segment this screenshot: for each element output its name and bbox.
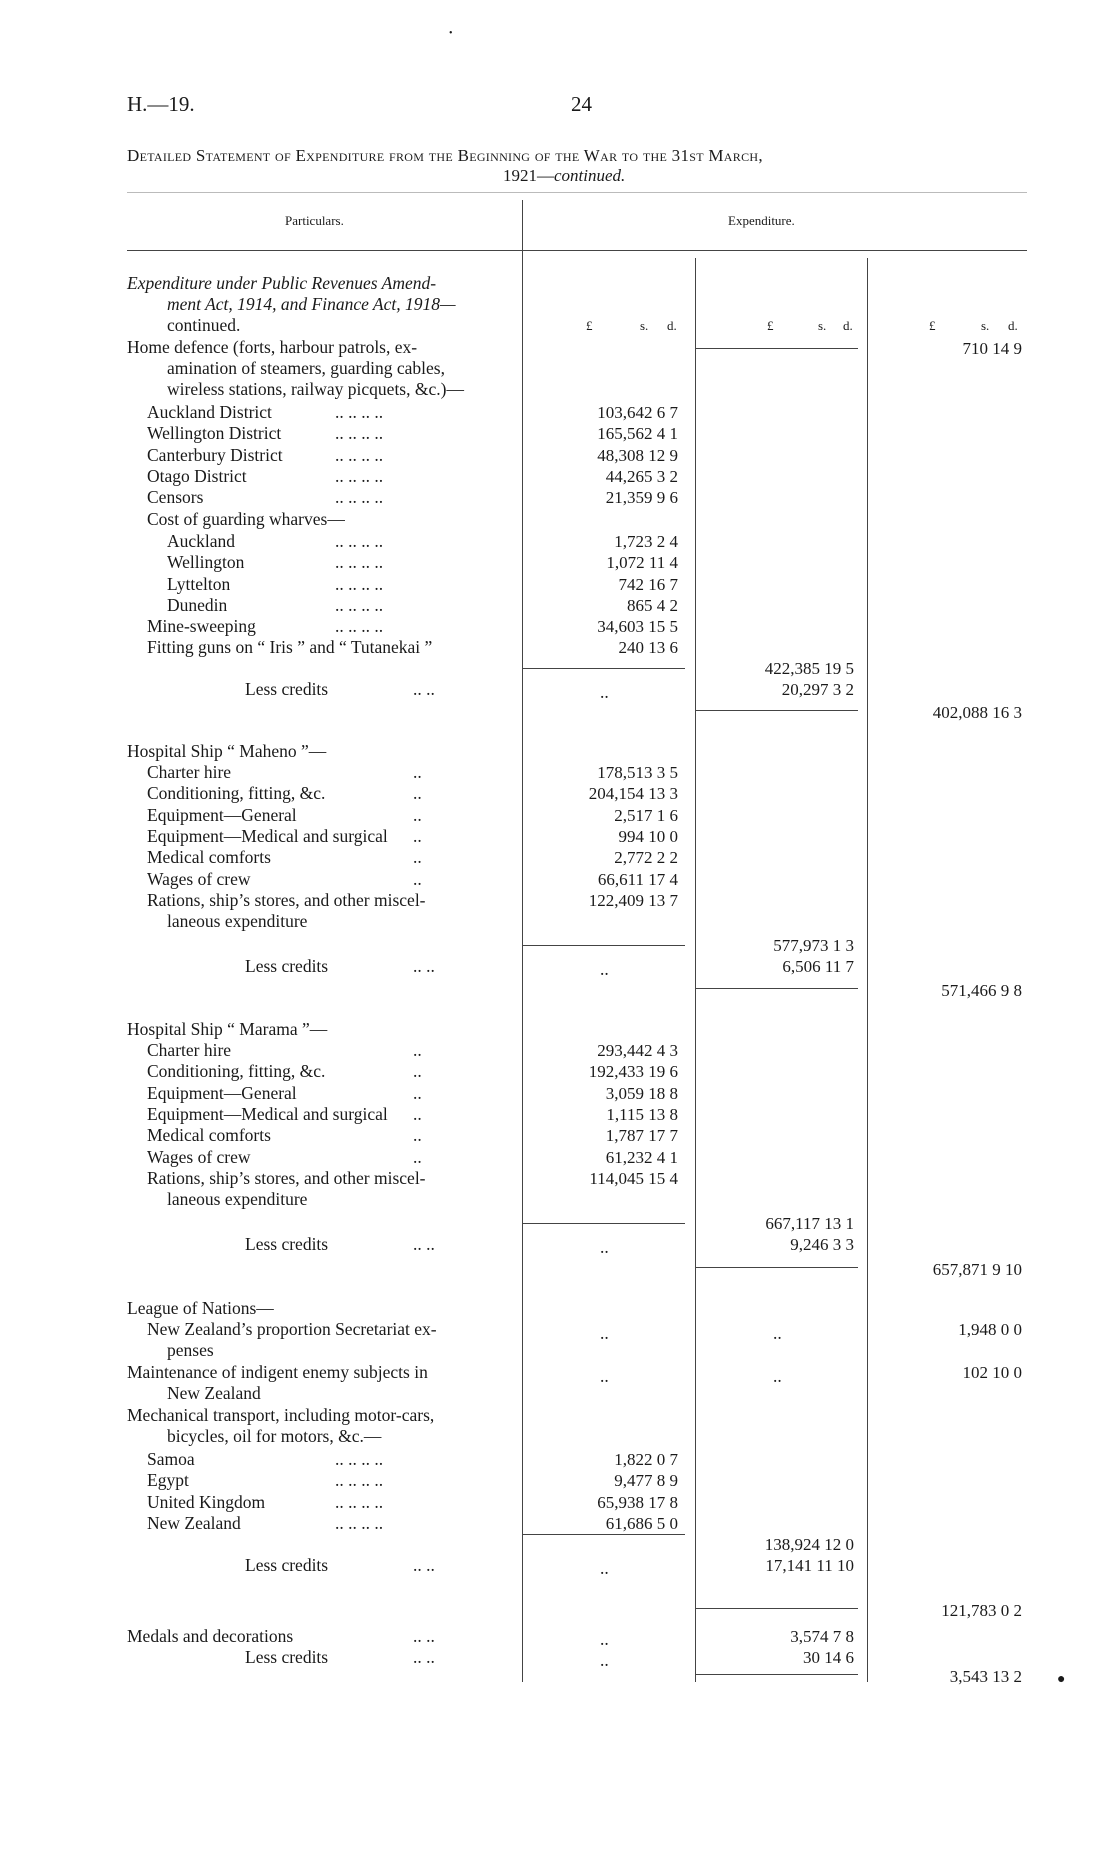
- maheno-item-dots: ..: [413, 762, 422, 782]
- transport-item-label: United Kingdom: [147, 1491, 266, 1512]
- league-line-2: penses: [167, 1340, 214, 1360]
- wharf-item-label: Dunedin: [167, 594, 228, 615]
- maheno-item-label: Wages of crew: [147, 868, 251, 889]
- marama-item-label: Equipment—Medical and surgical: [147, 1103, 388, 1124]
- maheno-item-dots: ..: [413, 868, 422, 889]
- maheno-item-value: 2,772 2 2: [614, 848, 678, 868]
- maheno-rations-cont: laneous expenditure: [167, 911, 308, 931]
- hd-item-dots: .. .. .. ..: [335, 487, 384, 508]
- maheno-item-label: Conditioning, fitting, &c.: [147, 783, 326, 804]
- wharf-item-dots: .. .. .. ..: [335, 531, 384, 551]
- hd-less-credits-dots: .. ..: [413, 679, 435, 699]
- pence-label-3: d.: [1008, 318, 1018, 333]
- transport-line-2: bicycles, oil for motors, &c.—: [167, 1426, 382, 1446]
- maheno-title: Hospital Ship “ Maheno ”—: [127, 741, 327, 761]
- marama-title: Hospital Ship “ Marama ”—: [127, 1019, 328, 1039]
- wharf-item-dots: .. .. .. ..: [335, 552, 384, 573]
- transport-subtotal: 138,924 12 0: [764, 1535, 854, 1554]
- maheno-net: 571,466 9 8: [941, 981, 1022, 1000]
- transport-less-credits-dots: .. ..: [413, 1555, 435, 1575]
- league-dots-2: ..: [773, 1323, 782, 1343]
- marama-item-label: Conditioning, fitting, &c.: [147, 1061, 326, 1082]
- pound-label-2: £: [767, 318, 774, 333]
- league-line-1: New Zealand’s proportion Secretariat ex-: [147, 1319, 437, 1339]
- indigent-dots-1: ..: [600, 1366, 609, 1386]
- pound-label-1: £: [586, 318, 593, 333]
- medals-credits-dots-col1: ..: [600, 1650, 609, 1670]
- transport-item-value: 1,822 0 7: [614, 1450, 678, 1469]
- maheno-credits-dots: ..: [600, 959, 609, 979]
- guns-value: 240 13 6: [618, 638, 678, 657]
- marama-item-value: 3,059 18 8: [605, 1083, 678, 1103]
- rule-marama-credits: [695, 1267, 858, 1268]
- maheno-item-label: Medical comforts: [147, 847, 271, 868]
- medals-less-credits-label: Less credits: [245, 1647, 329, 1667]
- column-divider-2: [695, 258, 696, 1682]
- marama-item-value: 293,442 4 3: [597, 1041, 678, 1060]
- rule-hd-credits: [695, 710, 858, 711]
- marama-item-dots: ..: [413, 1146, 422, 1167]
- maheno-subtotal: 577,973 1 3: [773, 936, 854, 955]
- shilling-label-3: s.: [981, 318, 990, 333]
- home-defence-line-2: amination of steamers, guarding cables,: [167, 358, 445, 378]
- marama-item-label: Rations, ship’s stores, and other miscel-: [147, 1167, 426, 1188]
- marama-subtotal: 667,117 13 1: [765, 1214, 854, 1233]
- hd-item-dots: .. .. .. ..: [335, 402, 384, 422]
- page-title: Detailed Statement of Expenditure from the Beginning of the War to the 31st March,: [127, 146, 763, 165]
- medals-value: 3,574 7 8: [790, 1627, 854, 1646]
- transport-item-dots: .. .. .. ..: [335, 1470, 384, 1491]
- rule-transport-items: [522, 1534, 685, 1535]
- hd-subtotal: 422,385 19 5: [764, 659, 854, 678]
- transport-credits: 17,141 11 10: [765, 1556, 854, 1575]
- medals-less-credits-dots: .. ..: [413, 1647, 435, 1667]
- guns-label: Fitting guns on “ Iris ” and “ Tutanekai ”: [147, 637, 433, 657]
- marama-item-value: 61,232 4 1: [605, 1147, 678, 1167]
- pence-label-2: d.: [843, 318, 853, 333]
- hd-net: 402,088 16 3: [932, 703, 1022, 722]
- transport-item-dots: .. .. .. ..: [335, 1512, 384, 1533]
- title-year: 1921—: [503, 166, 554, 185]
- hd-item-value: 165,562 4 1: [597, 424, 678, 444]
- maheno-item-value: 2,517 1 6: [614, 805, 678, 825]
- medals-dots-col1: ..: [600, 1629, 609, 1649]
- marama-rations-cont: laneous expenditure: [167, 1189, 308, 1209]
- rule-maheno-items: [522, 945, 685, 946]
- column-divider-1: [522, 200, 523, 1682]
- transport-line-1: Mechanical transport, including motor-cars,: [127, 1405, 435, 1425]
- hd-item-value: 103,642 6 7: [597, 403, 678, 422]
- column-header-particulars: Particulars.: [285, 213, 344, 228]
- transport-item-label: New Zealand: [147, 1512, 241, 1533]
- hd-item-label: Otago District: [147, 465, 247, 486]
- wharf-item-dots: .. .. .. ..: [335, 573, 384, 594]
- mine-label: Mine-sweeping: [147, 616, 256, 636]
- marama-credits-dots: ..: [600, 1237, 609, 1257]
- indigent-dots-2: ..: [773, 1366, 782, 1386]
- page-title-line2: [503, 166, 625, 186]
- maheno-item-value: 178,513 3 5: [597, 763, 678, 782]
- hd-item-label: Auckland District: [147, 402, 272, 422]
- maheno-item-label: Equipment—General: [147, 804, 297, 825]
- marama-item-label: Medical comforts: [147, 1125, 271, 1146]
- marama-item-dots: ..: [413, 1040, 422, 1060]
- medals-label: Medals and decorations: [127, 1626, 294, 1646]
- maheno-item-dots: ..: [413, 847, 422, 868]
- wharves-label: Cost of guarding wharves—: [147, 509, 345, 529]
- marama-credits: 9,246 3 3: [790, 1235, 854, 1254]
- indigent-line-1: Maintenance of indigent enemy subjects in: [127, 1362, 428, 1382]
- rule-maheno-credits: [695, 988, 858, 989]
- maheno-item-dots: ..: [413, 804, 422, 825]
- wharf-item-value: 1,723 2 4: [614, 532, 678, 551]
- rule-marama-items: [522, 1223, 685, 1224]
- hd-credits: 20,297 3 2: [781, 680, 854, 699]
- transport-item-value: 65,938 17 8: [597, 1492, 678, 1512]
- pound-label-3: £: [929, 318, 936, 333]
- hd-item-dots: .. .. .. ..: [335, 444, 384, 465]
- maheno-item-value: 122,409 13 7: [588, 890, 678, 910]
- marama-item-value: 1,115 13 8: [606, 1104, 678, 1124]
- rule-header: [127, 250, 1027, 251]
- carried-total: 710 14 9: [962, 339, 1022, 358]
- marama-item-value: 114,045 15 4: [589, 1168, 678, 1188]
- marama-item-value: 1,787 17 7: [605, 1126, 678, 1146]
- hd-item-dots: .. .. .. ..: [335, 423, 384, 444]
- maheno-item-value: 204,154 13 3: [588, 784, 678, 804]
- wharf-item-label: Wellington: [167, 552, 245, 573]
- hd-credits-dots: ..: [600, 682, 609, 702]
- hd-item-value: 44,265 3 2: [605, 466, 678, 486]
- home-defence-line-3: wireless stations, railway picquets, &c.)—: [167, 379, 464, 399]
- indigent-line-2: New Zealand: [167, 1383, 261, 1403]
- medals-net: 3,543 13 2: [949, 1667, 1022, 1686]
- maheno-item-label: Charter hire: [147, 762, 232, 782]
- mine-dots: .. .. .. ..: [335, 616, 384, 636]
- intro-line-1: Expenditure under Public Revenues Amend-: [127, 273, 437, 293]
- shilling-label-1: s.: [640, 318, 649, 333]
- hd-item-value: 21,359 9 6: [605, 488, 678, 508]
- margin-dot: ●: [1057, 1672, 1066, 1687]
- wharf-item-value: 865 4 2: [627, 595, 678, 615]
- transport-item-label: Samoa: [147, 1449, 195, 1469]
- league-title: League of Nations—: [127, 1298, 274, 1318]
- hd-item-label: Wellington District: [147, 423, 282, 444]
- maheno-item-label: Rations, ship’s stores, and other miscel-: [147, 889, 426, 910]
- speck-mark: •: [449, 28, 453, 39]
- rule-transport-credits: [695, 1608, 858, 1609]
- intro-line-2: ment Act, 1914, and Finance Act, 1918—: [167, 294, 456, 314]
- maheno-item-value: 994 10 0: [618, 826, 678, 846]
- wharf-item-label: Lyttelton: [167, 573, 231, 594]
- wharf-item-label: Auckland: [167, 531, 236, 551]
- mine-value: 34,603 15 5: [597, 617, 678, 636]
- marama-item-dots: ..: [413, 1103, 422, 1124]
- medals-credits: 30 14 6: [803, 1648, 854, 1667]
- marama-item-value: 192,433 19 6: [588, 1062, 678, 1082]
- rule-hd-items: [522, 668, 685, 669]
- home-defence-line-1: Home defence (forts, harbour patrols, ex-: [127, 337, 418, 357]
- maheno-item-dots: ..: [413, 825, 422, 846]
- maheno-item-dots: ..: [413, 783, 422, 804]
- column-divider-3: [867, 258, 868, 1682]
- marama-item-dots: ..: [413, 1125, 422, 1146]
- marama-item-dots: ..: [413, 1061, 422, 1082]
- marama-less-credits-dots: .. ..: [413, 1234, 435, 1254]
- transport-less-credits-label: Less credits: [245, 1555, 329, 1575]
- hd-item-dots: .. .. .. ..: [335, 465, 384, 486]
- transport-item-value: 61,686 5 0: [605, 1513, 678, 1533]
- maheno-item-label: Equipment—Medical and surgical: [147, 825, 388, 846]
- pence-label-1: d.: [667, 318, 677, 333]
- maheno-item-value: 66,611 17 4: [597, 869, 678, 889]
- transport-item-label: Egypt: [147, 1470, 189, 1491]
- league-dots-1: ..: [600, 1323, 609, 1343]
- rule-medals-credits: [695, 1674, 858, 1675]
- hd-item-label: Censors: [147, 487, 204, 508]
- title-continued: continued.: [554, 166, 626, 185]
- marama-item-label: Equipment—General: [147, 1082, 297, 1103]
- maheno-less-credits-dots: .. ..: [413, 956, 435, 976]
- column-header-expenditure: Expenditure.: [728, 213, 795, 228]
- maheno-less-credits-label: Less credits: [245, 956, 329, 976]
- shilling-label-2: s.: [818, 318, 827, 333]
- wharf-item-dots: .. .. .. ..: [335, 594, 384, 615]
- indigent-net: 102 10 0: [962, 1363, 1022, 1382]
- marama-item-dots: ..: [413, 1082, 422, 1103]
- marama-net: 657,871 9 10: [932, 1260, 1022, 1279]
- marama-less-credits-label: Less credits: [245, 1234, 329, 1254]
- medals-dots: .. ..: [413, 1626, 435, 1646]
- transport-item-dots: .. .. .. ..: [335, 1449, 384, 1469]
- hd-less-credits-label: Less credits: [245, 679, 329, 699]
- transport-item-value: 9,477 8 9: [614, 1471, 678, 1491]
- marama-item-label: Charter hire: [147, 1040, 232, 1060]
- doc-reference: H.—19.: [127, 92, 195, 116]
- marama-item-label: Wages of crew: [147, 1146, 251, 1167]
- wharf-item-value: 742 16 7: [618, 574, 678, 594]
- rule-intro-sub: [695, 348, 858, 349]
- rule-top: [127, 192, 1027, 193]
- transport-item-dots: .. .. .. ..: [335, 1491, 384, 1512]
- page-number: 24: [571, 92, 592, 116]
- maheno-credits: 6,506 11 7: [782, 957, 854, 976]
- transport-credits-dots: ..: [600, 1558, 609, 1578]
- hd-item-value: 48,308 12 9: [597, 445, 678, 465]
- league-net: 1,948 0 0: [958, 1320, 1022, 1339]
- wharf-item-value: 1,072 11 4: [606, 553, 678, 573]
- intro-line-3: continued.: [167, 315, 241, 335]
- hd-item-label: Canterbury District: [147, 444, 283, 465]
- transport-net: 121,783 0 2: [941, 1601, 1022, 1620]
